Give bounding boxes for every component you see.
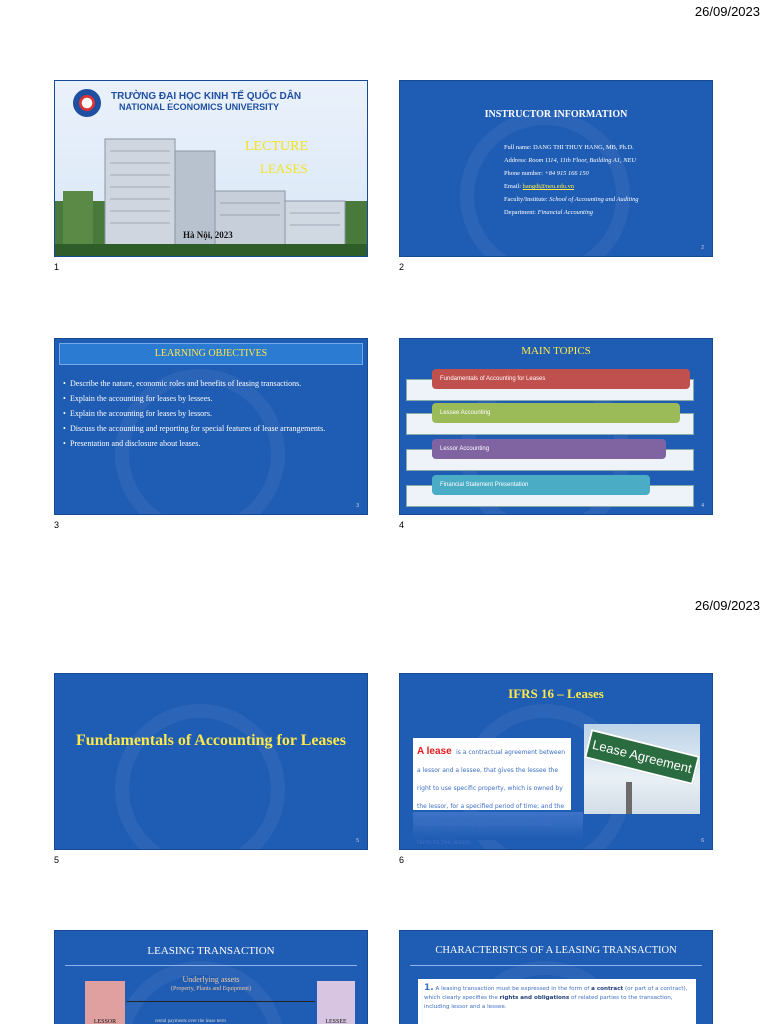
- objectives-list: [63, 379, 353, 454]
- label: Phone number:: [504, 170, 543, 177]
- point-text: A leasing transaction must be expressed in the form of: [435, 986, 590, 992]
- sign-label: Lease Agreement: [584, 729, 700, 785]
- slide-page-number: 3: [356, 503, 359, 509]
- slide-number: 3: [54, 520, 60, 530]
- characteristic-card: [418, 979, 696, 1024]
- sign-post: [626, 782, 632, 814]
- instructor-details: [504, 141, 639, 219]
- slide-leasing-transaction[interactable]: [54, 930, 368, 1024]
- slide-number: 1: [54, 262, 60, 272]
- instructor-name: DANG THI THUY HANG, MB, Ph.D.: [533, 144, 634, 151]
- slide-number: 4: [399, 520, 405, 530]
- section-heading: Fundamentals of Accounting for Leases: [76, 732, 346, 749]
- rental-payments-label: rental payments over the lease term: [155, 1019, 226, 1024]
- topic-item[interactable]: Financial Statement Presentation: [432, 475, 650, 495]
- instructor-faculty: School of Accounting and Auditing: [549, 196, 639, 203]
- list-item: • Presentation and disclosure about leases.: [63, 439, 353, 448]
- point-number: 1.: [424, 983, 434, 993]
- slide-page-number: 4: [701, 503, 704, 509]
- point-emphasis: rights and obligations: [499, 995, 570, 1001]
- lecture-topic: LEASES: [260, 161, 308, 176]
- label: Faculty/Institute:: [504, 196, 548, 203]
- university-name-vn: TRƯỜNG ĐẠI HỌC KINH TẾ QUỐC DÂN: [111, 91, 302, 102]
- list-item: • Explain the accounting for leases by lessees.: [63, 394, 353, 403]
- list-item: • Discuss the accounting and reporting for special features of lease arrangements.: [63, 424, 353, 433]
- slide-page-number: 2: [701, 245, 704, 251]
- university-name-en: NATIONAL ECONOMICS UNIVERSITY: [119, 102, 280, 112]
- watermark-seal-icon: [115, 704, 285, 850]
- label: Department:: [504, 209, 536, 216]
- email-link[interactable]: hangdt@neu.edu.vn: [522, 183, 574, 190]
- slide-heading: CHARACTERISTCS OF A LEASING TRANSACTION: [435, 945, 677, 956]
- instructor-phone: +84 915 166 150: [544, 170, 589, 177]
- place-year: Hà Nội, 2023: [183, 230, 233, 240]
- definition-card: [413, 738, 571, 846]
- lecture-label: LECTURE: [245, 139, 308, 154]
- topic-item[interactable]: Lessor Accounting: [432, 439, 666, 459]
- instructor-address: Room 1114, 11th Floor, Building A1, NEU: [528, 157, 636, 164]
- watermark-seal-icon: [115, 961, 285, 1024]
- slide-section-fundamentals[interactable]: [54, 673, 368, 850]
- slide-page-number: 5: [356, 838, 359, 844]
- page-date: 26/09/2023: [694, 4, 760, 19]
- slide-instructor[interactable]: [399, 80, 713, 257]
- label: Email:: [504, 183, 522, 190]
- divider: [410, 965, 702, 966]
- slide-main-topics[interactable]: [399, 338, 713, 515]
- topic-item[interactable]: Lessee Accounting: [432, 403, 680, 423]
- point-text: (or part of a contract), which clearly specifies the: [424, 986, 688, 1001]
- definition-term: A lease: [417, 746, 452, 757]
- slide-objectives[interactable]: [54, 338, 368, 515]
- slide-number: 5: [54, 855, 60, 865]
- slide-heading: LEASING TRANSACTION: [147, 945, 275, 957]
- definition-text: is a contractual agreement between a lessor and a lessee, that gives the lessee the right to use specific property, which is owned by the lessor, for a specified period of time; and the lessee makes rental payments over the lease term to the lessor.: [417, 749, 566, 846]
- instructor-department: Financial Accounting: [537, 209, 593, 216]
- slide-heading: LEARNING OBJECTIVES: [59, 343, 363, 365]
- slide-heading: MAIN TOPICS: [521, 345, 591, 357]
- point-text: of related parties to the transaction, including lessor and a lessee.: [424, 995, 673, 1010]
- slide-ifrs16[interactable]: [399, 673, 713, 850]
- slide-number: 2: [399, 262, 405, 272]
- slide-title[interactable]: [54, 80, 368, 257]
- point-emphasis: a contract: [591, 986, 624, 992]
- slide-characteristics[interactable]: [399, 930, 713, 1024]
- list-item: • Describe the nature, economic roles and benefits of leasing transactions.: [63, 379, 353, 388]
- list-item: • Explain the accounting for leases by lessors.: [63, 409, 353, 418]
- label: Full name:: [504, 144, 532, 151]
- divider: [65, 965, 357, 966]
- lease-agreement-sign-image: [584, 724, 700, 814]
- label: Address:: [504, 157, 527, 164]
- slide-heading: INSTRUCTOR INFORMATION: [484, 109, 628, 120]
- page-date: 26/09/2023: [694, 598, 760, 613]
- lessee-box: LESSEE: [317, 981, 355, 1024]
- transfer-arrow: [127, 1001, 315, 1002]
- slide-number: 6: [399, 855, 405, 865]
- underlying-assets-sub: (Property, Plants and Equipment): [171, 986, 251, 992]
- slide-page-number: 6: [701, 838, 704, 844]
- lessor-box: LESSOR: [85, 981, 125, 1024]
- topic-item[interactable]: Fundamentals of Accounting for Leases: [432, 369, 690, 389]
- slide-heading: IFRS 16 – Leases: [508, 686, 604, 701]
- underlying-assets-label: Underlying assets: [182, 975, 240, 984]
